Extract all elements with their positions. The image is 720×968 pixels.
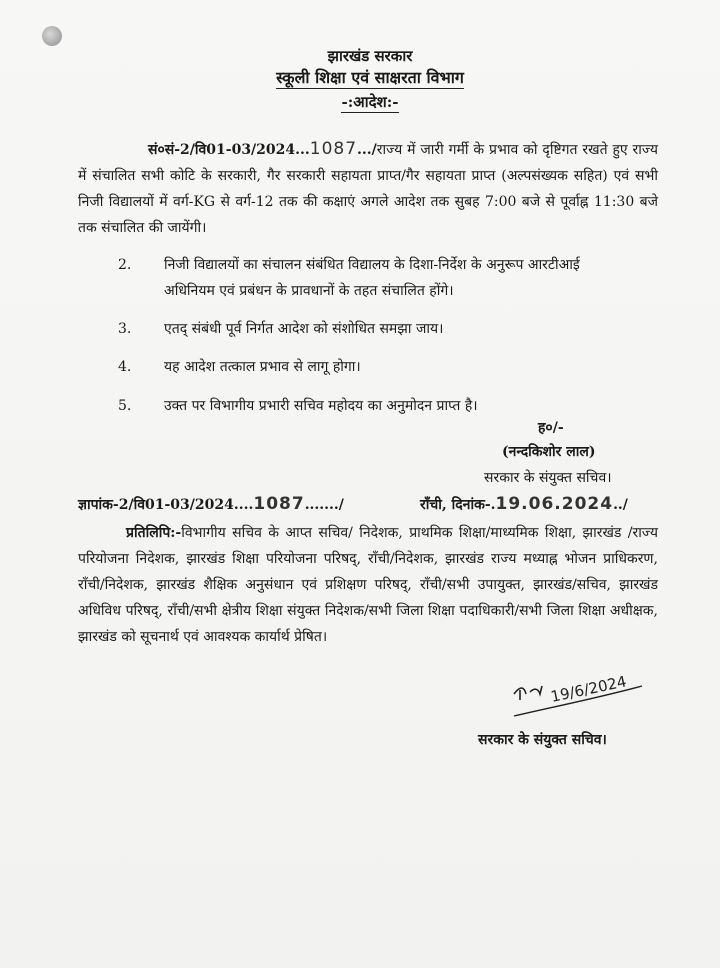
item-text: यह आदेश तत्काल प्रभाव से लागू होगा। bbox=[164, 359, 361, 375]
copy-label: प्रतिलिपि:- bbox=[126, 525, 182, 541]
item-number: 5. bbox=[118, 398, 132, 414]
signatory-title-2: सरकार के संयुक्त सचिव। bbox=[478, 732, 607, 748]
order-paragraph bbox=[78, 136, 658, 241]
signatory-name: (नन्दकिशोर लाल) bbox=[502, 444, 596, 460]
memo-ref-number: 1087 bbox=[253, 494, 305, 514]
signed-mark: ह०/- bbox=[538, 420, 564, 436]
item-text: निजी विद्यालयों का संचालन संबंधित विद्यालय के दिशा-निर्देश के अनुरूप आरटीआई अधिनियम एवं प्रबंधन के प्रावधानों के तहत संचालित होंगे। bbox=[164, 257, 580, 299]
memo-date: राँची, दिनांक-.19.06.2024../ bbox=[420, 494, 628, 514]
initials-date: 19/6/2024 bbox=[549, 672, 629, 706]
order-ref-number: 1087 bbox=[309, 139, 358, 159]
item-text: उक्त पर विभागीय प्रभारी सचिव महोदय का अनुमोदन प्राप्त है। bbox=[164, 398, 478, 414]
order-ref-suffix: .../ bbox=[357, 142, 377, 158]
order-body: राज्य में जारी गर्मी के प्रभाव को दृष्टिगत रखते हुए राज्य में संचालित सभी कोटि के सरकारी, गैर सरकारी सहायता प्राप्त/गैर सहायता प्राप्त (अल्पसंख्यक सहित) एवं सभी निजी विद्यालयों में वर्ग-KG से वर्ग-12 तक की कक्षाएं अगले आदेश तक सुबह 7:00 बजे से पूर्वाह्न 11:30 बजे तक संचालित की जायेंगी। bbox=[78, 142, 658, 236]
order-ref-prefix: सं०सं-2/वि01-03/2024... bbox=[148, 142, 310, 158]
item-text: एतद् संबंधी पूर्व निर्गत आदेश को संशोधित समझा जाय। bbox=[164, 321, 444, 337]
signatory-title: सरकार के संयुक्त सचिव। bbox=[484, 470, 612, 486]
copy-text: विभागीय सचिव के आप्त सचिव/ निदेशक, प्राथमिक शिक्षा/माध्यमिक शिक्षा, झारखंड /राज्य परियोजना निदेशक, झारखंड शिक्षा परियोजना परिषद्, राँची/निदेशक, झारखंड राज्य मध्याह्न भोजन प्राधिकरण, राँची/निदेशक, झारखंड शैक्षिक अनुसंधान एवं प्रशिक्षण परिषद्, राँची/सभी उपायुक्त, झारखंड/सचिव, झारखंड अधिविध परिषद्, राँची/सभी क्षेत्रीय शिक्षा संयुक्त निदेशक/सभी जिला शिक्षा पदाधिकारी/सभी जिला शिक्षा अधीक्षक, झारखंड को सूचनार्थ एवं आवश्यक कार्यार्थ प्रेषित। bbox=[78, 525, 658, 645]
item-number: 4. bbox=[118, 359, 132, 375]
handwritten-initials bbox=[508, 672, 648, 722]
order-heading: -:आदेश:- bbox=[341, 93, 399, 111]
department-name: स्कूली शिक्षा एवं साक्षरता विभाग bbox=[276, 68, 464, 87]
copy-paragraph bbox=[78, 520, 658, 650]
govt-name: झारखंड सरकार bbox=[327, 47, 413, 65]
punch-hole bbox=[42, 26, 62, 46]
memo-reference: ज्ञापांक-2/वि01-03/2024....1087......./ bbox=[78, 494, 344, 514]
memo-date-value: 19.06.2024 bbox=[495, 494, 614, 514]
item-number: 3. bbox=[118, 321, 132, 337]
item-number: 2. bbox=[118, 257, 132, 273]
